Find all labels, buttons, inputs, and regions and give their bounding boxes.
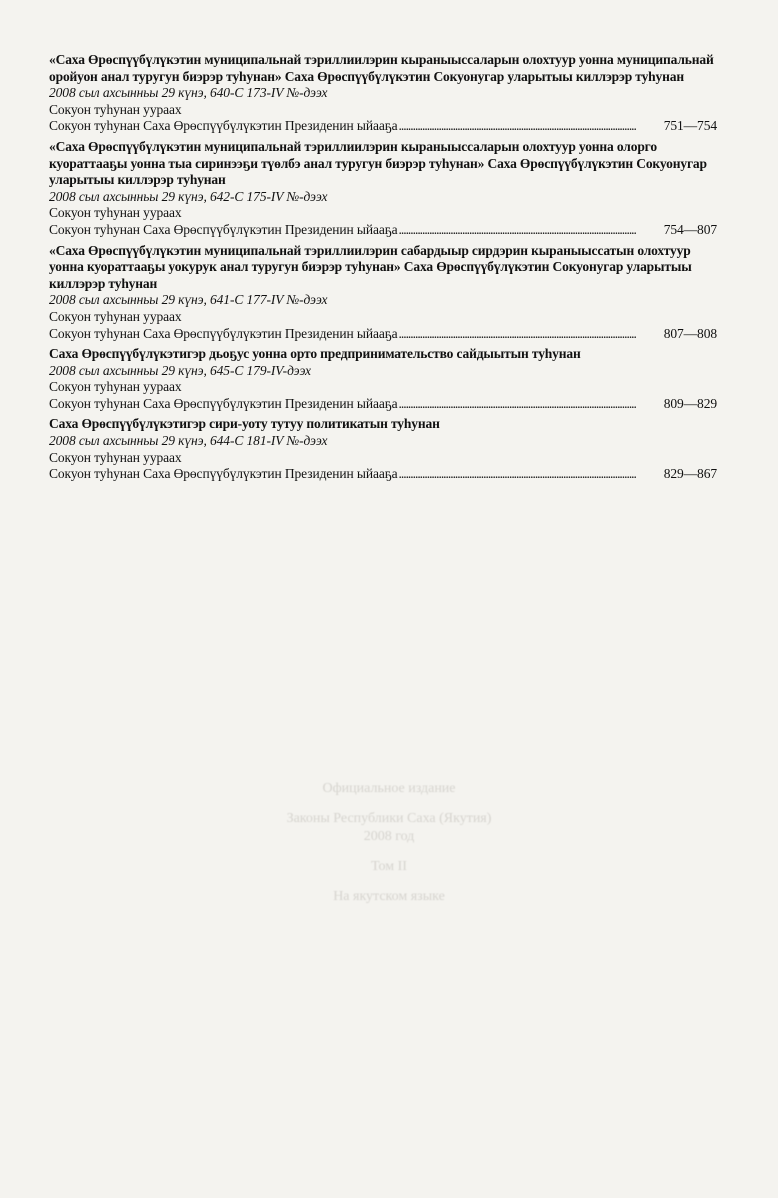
entry-line: Сокуон туһунан уураах [49, 205, 182, 221]
entry-line: Сокуон туһунан уураах [49, 101, 182, 117]
dot-leader [399, 466, 663, 483]
entry-date: 2008 сыл ахсынньы 29 күнэ, 645-С 179-IV-дээх [49, 362, 311, 378]
table-of-contents [49, 52, 717, 487]
entry-leader-line [49, 466, 717, 483]
toc-entry [49, 52, 717, 135]
entry-title: «Саха Өрөспүүбүлүкэтин муниципальнай тэриллиилэрин кыраныыссаларын олохтуур уонна олорго куораттааҕы уонна тыа сиринээҕи түөлбэ анал туругун биэрэр туһунан» Саха Өрөспүүбүлүкэтин Сокуонугар уларытыы киллэрэр туһунан [49, 138, 707, 188]
show-through-imprint [0, 780, 778, 906]
entry-line: Сокуон туһунан Саха Өрөспүүбүлүкэтин Президенин ыйааҕа [49, 466, 398, 482]
entry-line: Сокуон туһунан уураах [49, 308, 182, 324]
dot-leader [399, 326, 663, 343]
entry-date: 2008 сыл ахсынньы 29 күнэ, 642-С 175-IV №-дээх [49, 188, 328, 204]
toc-entry [49, 243, 717, 343]
entry-leader-line [49, 396, 717, 413]
entry-date: 2008 сыл ахсынньы 29 күнэ, 641-С 177-IV №-дээх [49, 292, 328, 308]
entry-line: Сокуон туһунан уураах [49, 379, 182, 395]
page-range: 829—867 [663, 466, 717, 482]
page-range: 751—754 [663, 118, 717, 134]
ghost-line: 2008 год [363, 829, 415, 844]
dot-leader [399, 118, 663, 135]
ghost-line: На якутском языке [333, 889, 445, 904]
page-range: 809—829 [663, 395, 717, 411]
dot-leader [399, 396, 663, 413]
ghost-line: Том II [371, 859, 407, 874]
entry-leader-line [49, 118, 717, 135]
entry-date: 2008 сыл ахсынньы 29 күнэ, 644-С 181-IV №-дээх [49, 433, 328, 449]
page-range: 807—808 [663, 325, 717, 341]
page-range: 754—807 [663, 221, 717, 237]
entry-line: Сокуон туһунан Саха Өрөспүүбүлүкэтин Президенин ыйааҕа [49, 325, 398, 341]
entry-line: Сокуон туһунан Саха Өрөспүүбүлүкэтин Президенин ыйааҕа [49, 118, 398, 134]
toc-entry [49, 139, 717, 239]
toc-entry [49, 416, 717, 482]
entry-line: Сокуон туһунан Саха Өрөспүүбүлүкэтин Президенин ыйааҕа [49, 221, 398, 237]
entry-title: Саха Өрөспүүбүлүкэтигэр сири-уоту тутуу политикатын туһунан [49, 416, 440, 432]
ghost-line: Официальное издание [322, 781, 456, 796]
entry-title: «Саха Өрөспүүбүлүкэтин муниципальнай тэриллиилэрин сабардыыр сирдэрин кыраныыссатын олохтуур уонна куораттааҕы уокурук анал туругун биэрэр туһунан» Саха Өрөспүүбүлүкэтин Сокуонугар уларытыы киллэрэр туһунан [49, 242, 692, 291]
entry-line: Сокуон туһунан Саха Өрөспүүбүлүкэтин Президенин ыйааҕа [49, 395, 398, 411]
entry-line: Сокуон туһунан уураах [49, 449, 182, 465]
entry-leader-line [49, 222, 717, 239]
entry-title: Саха Өрөспүүбүлүкэтигэр дьоҕус уонна орто предпринимательство сайдыытын туһунан [49, 346, 581, 362]
ghost-line: Законы Республики Саха (Якутия) [286, 811, 492, 826]
entry-date: 2008 сыл ахсынньы 29 күнэ, 640-С 173-IV №-дээх [49, 85, 328, 101]
entry-leader-line [49, 326, 717, 343]
entry-title: «Саха Өрөспүүбүлүкэтин муниципальнай тэриллиилэрин кыраныыссаларын олохтуур уонна муниципальнай оройуон анал туругун биэрэр туһунан» Саха Өрөспүүбүлүкэтин Сокуонугар уларытыы киллэрэр туһунан [49, 52, 714, 84]
toc-entry [49, 346, 717, 412]
dot-leader [399, 222, 663, 239]
